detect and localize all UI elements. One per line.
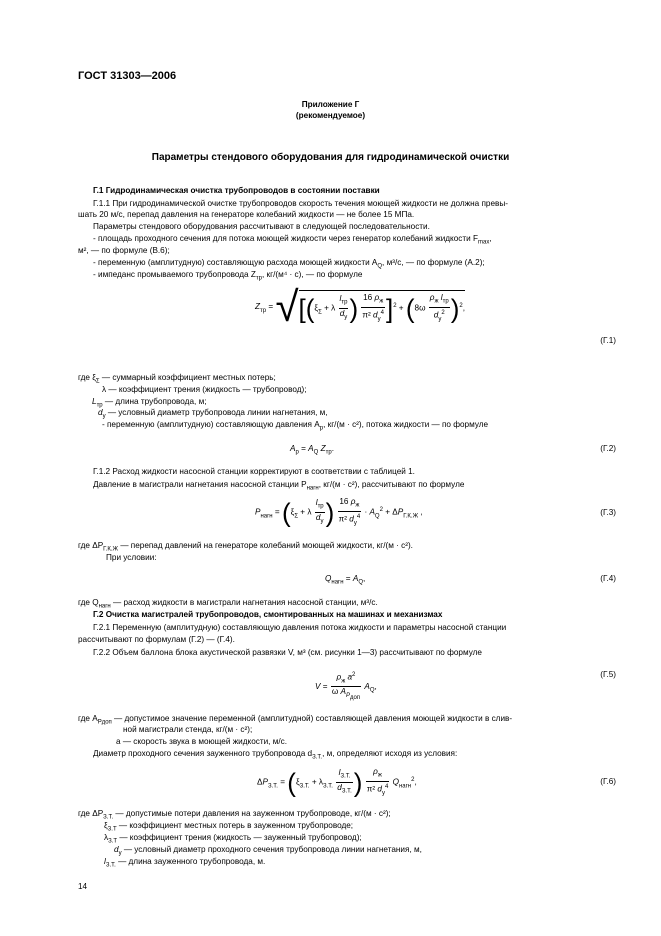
paragraph: шать 20 м/с, перепад давления на генераторе колебаний жидкости — не более 15 МПа. xyxy=(78,210,415,219)
list-item: - импеданс промываемого трубопровода $Z_{тр}$, кг/(м⁴ · с), — по формуле xyxy=(93,270,363,282)
definition: где $A_{Pдоп}$ — допустимое значение переменной (амплитудной) составляющей давления моющей жидкости в слив- xyxy=(78,714,513,726)
equation-g1: $Z_{тр} = √[(\xi_\Sigma + \lambda$ $\frac{l_{тр}}{d_у}$ ) $\frac{16 \rho_ж}{\pi^2 d_у^4}$ ]$^2$ + (8ω $\frac{\rho_ж l_{тр}}{d_у^2}$ )$^2$, xyxy=(255,283,465,331)
list-item: - переменную (амплитудную) составляющую давления $A_p$, кг/(м · с²), потока жидкости — по формуле xyxy=(102,420,489,432)
main-title: Параметры стендового оборудования для гидродинамической очистки xyxy=(151,152,510,163)
equation-number: (Г.4) xyxy=(600,574,616,583)
paragraph: Г.1.2 Расход жидкости насосной станции корректируют в соответствии с таблицей 1. xyxy=(93,467,415,476)
paragraph: Диаметр проходного сечения зауженного трубопровода $d_{З.Т.}$, м, определяют исходя из условия: xyxy=(93,749,458,761)
paragraph: Г.2.2 Объем баллона блока акустической развязки V, м³ (см. рисунки 1—3) рассчитывают по формуле xyxy=(93,648,482,657)
equation-number: (Г.6) xyxy=(600,777,616,786)
equation-number: (Г.2) xyxy=(600,444,616,453)
paragraph: Г.1.1 При гидродинамической очистке трубопроводов скорость течения моющей жидкости не должна превы- xyxy=(93,199,508,208)
definition: a — скорость звука в моющей жидкости, м/с. xyxy=(116,737,287,746)
equation-g4: $Q_{нагн} = A_Q$, xyxy=(325,574,366,586)
paragraph: Г.2.1 Переменную (амплитудную) составляющую давления потока жидкости и параметры насосной станции xyxy=(93,623,507,632)
paragraph: рассчитывают по формулам (Г.2) — (Г.4). xyxy=(78,635,235,644)
equation-g5: V = $\frac{\rho_ж a^2}{\omega A_{P_{доп}}}$ $A_Q$, xyxy=(315,672,377,702)
equation-number: (Г.5) xyxy=(600,670,616,679)
definition: где $\Delta P_{Г.К.Ж}$ — перепад давлений на генераторе колебаний моющей жидкости, кг/(м · с²). xyxy=(78,541,413,553)
definition: где $\Delta P_{З.Т.}$ — допустимые потери давления на зауженном трубопроводе, кг/(м · с²); xyxy=(78,809,391,821)
equation-number: (Г.3) xyxy=(600,508,616,517)
definition-cont: ной магистрали стенда, кг/(м · с²); xyxy=(123,725,253,734)
page-number: 14 xyxy=(78,882,88,891)
section-2-title: Г.2 Очистка магистралей трубопроводов, смонтированных на машинах и механизмах xyxy=(93,610,443,619)
list-item-cont: м², — по формуле (В.6); xyxy=(78,246,170,255)
definition: $L_{тр}$ — длина трубопровода, м; xyxy=(92,397,207,409)
appendix-title: Приложение Г xyxy=(301,100,360,109)
definition: где $Q_{нагн}$ — расход жидкости в магистрали нагнетания насосной станции, м³/с. xyxy=(78,598,378,610)
equation-number: (Г.1) xyxy=(600,336,616,345)
equation-g2: $A_p = A_Q$ $Z_{тр}$. xyxy=(290,444,334,456)
definition: $d_у$ — условный диаметр проходного сечения трубопровода линии нагнетания, м, xyxy=(114,845,422,857)
definition: где $\xi_\Sigma$ — суммарный коэффициент местных потерь; xyxy=(78,373,276,385)
equation-g6: $\Delta P_{З.Т.} = (\xi_{З.Т.} + \lambda_{З.Т.}$ $\frac{l_{З.Т.}}{d_{З.Т.}}$ ) $\frac{\rho_ж}{\pi^2 d_у^4}$ $Q_{нагн}^2$, xyxy=(257,767,417,798)
appendix-subtitle: (рекомендуемое) xyxy=(295,111,366,120)
paragraph: При условии: xyxy=(106,553,157,562)
definition: $l_{З.Т.}$ — длина зауженного трубопровода, м. xyxy=(104,857,266,869)
paragraph: Давление в магистрали нагнетания насосной станции $P_{нагн}$, кг/(м · с²), рассчитывают по формуле xyxy=(93,480,465,492)
definition: $\xi_{З.Т}$ — коэффициент местных потерь в зауженном трубопроводе; xyxy=(104,821,354,833)
list-item: - площадь проходного сечения для потока моющей жидкости через генератор колебаний жидкости $F_{max}$, xyxy=(93,234,492,246)
definition: $\lambda_{З.Т}$ — коэффициент трения (жидкость — зауженный трубопровод); xyxy=(104,833,362,845)
definition: λ — коэффициент трения (жидкость — трубопровод); xyxy=(102,385,307,394)
section-1-title: Г.1 Гидродинамическая очистка трубопроводов в состоянии поставки xyxy=(93,186,380,195)
definition: $d_у$ — условный диаметр трубопровода линии нагнетания, м, xyxy=(98,408,328,420)
document-code: ГОСТ 31303—2006 xyxy=(78,70,177,82)
equation-g3: $P_{нагн} = (\xi_\Sigma + \lambda$ $\frac{l_{тр}}{d_у}$ ) $\frac{16 \rho_ж}{\pi^2 d_у^4}$ · $A_Q^2 + \Delta P_{Г.К.Ж}$ , xyxy=(255,497,423,528)
paragraph: Параметры стендового оборудования рассчитывают в следующей последовательности. xyxy=(93,222,430,231)
list-item: - переменную (амплитудную) составляющую расхода моющей жидкости $A_Q$, м³/с, — по формуле (А.2); xyxy=(93,258,485,270)
